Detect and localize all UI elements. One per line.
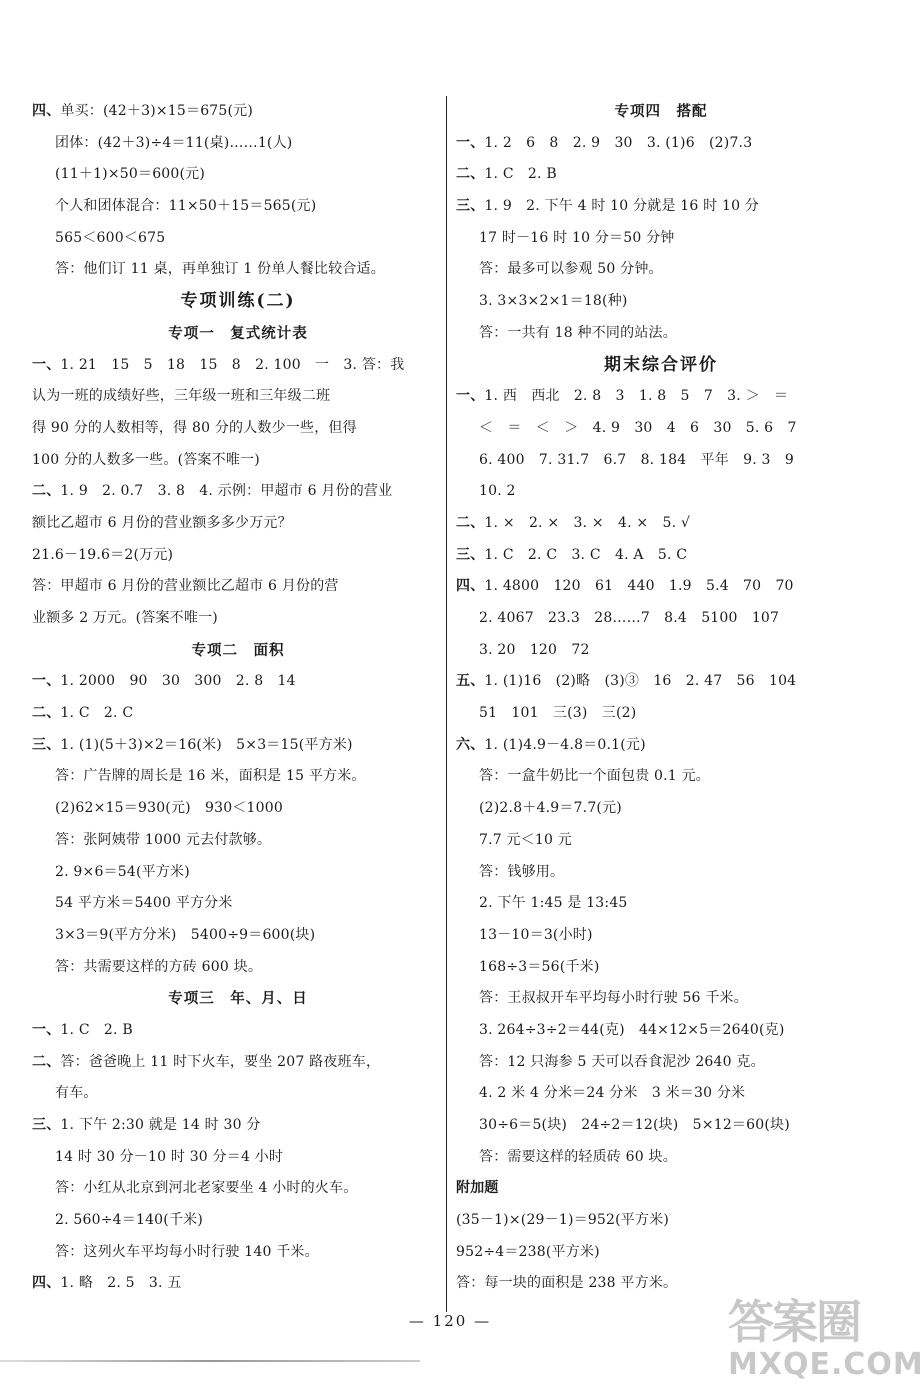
- line-text: 1. C 2. C: [60, 705, 134, 722]
- line-text: 答：每一块的面积是 238 平方米。: [456, 1275, 678, 1292]
- line-text: 3. 20 120 72: [479, 641, 590, 658]
- answer-line: [456, 286, 866, 318]
- line-text: 1. (1)16 (2)略 (3)③ 16 2. 47 56 104: [484, 673, 797, 690]
- answer-line: [32, 603, 444, 635]
- answer-line: [32, 445, 444, 477]
- line-text: 答：小红从北京到河北老家要坐 4 小时的火车。: [55, 1180, 358, 1197]
- answer-line: [32, 159, 444, 191]
- line-text: 答：一盒牛奶比一个面包贵 0.1 元。: [479, 768, 710, 785]
- line-text: 1. (1)4.9－4.8＝0.1(元): [484, 736, 646, 753]
- column-divider: [446, 96, 447, 1312]
- answer-line: [32, 698, 444, 730]
- line-text: 1. × 2. × 3. × 4. × 5. √: [484, 514, 691, 531]
- answer-line: [32, 1268, 444, 1300]
- question-marker: 一、: [456, 388, 485, 405]
- answer-line: [456, 983, 866, 1015]
- answer-line: [32, 825, 444, 857]
- answer-line: [456, 223, 866, 255]
- question-marker: 四、: [456, 578, 485, 595]
- line-text: 专项一 复式统计表: [168, 324, 308, 342]
- answer-line: [32, 96, 444, 128]
- answer-line: [32, 1047, 444, 1079]
- line-text: 1. C 2. B: [60, 1021, 133, 1038]
- line-text: 3×3＝9(平方分米) 5400÷9＝600(块): [55, 926, 316, 943]
- line-text: 专项三 年、月、日: [168, 990, 308, 1008]
- answer-line: [456, 476, 866, 508]
- answer-line: [456, 540, 866, 572]
- line-text: 1. 4800 120 61 440 1.9 5.4 70 70: [484, 578, 794, 595]
- scan-edge: [0, 1360, 420, 1362]
- line-text: 3. 3×3×2×1＝18(种): [479, 293, 628, 310]
- answer-line: [32, 191, 444, 223]
- line-text: 1. 9 2. 0.7 3. 8 4. 示例：甲超市 6 月份的营业: [60, 483, 393, 500]
- question-marker: 二、: [456, 166, 485, 183]
- line-text: 专项四 搭配: [614, 103, 708, 120]
- answer-line: [32, 1142, 444, 1174]
- answer-line: [456, 254, 866, 286]
- answer-line: [32, 571, 444, 603]
- answer-line: [32, 857, 444, 889]
- answer-line: [32, 413, 444, 445]
- answer-line: [456, 1173, 866, 1205]
- question-marker: 二、: [32, 705, 61, 722]
- answer-line: [456, 761, 866, 793]
- answer-line: [456, 635, 866, 667]
- line-text: 答：这列火车平均每小时行驶 140 千米。: [55, 1243, 319, 1260]
- line-text: 54 平方米＝5400 平方分米: [55, 895, 233, 912]
- line-text: 答：王叔叔开车平均每小时行驶 56 千米。: [479, 990, 748, 1007]
- answer-line: [32, 761, 444, 793]
- answer-line: [456, 508, 866, 540]
- line-text: 答：最多可以参观 50 分钟。: [479, 261, 663, 278]
- watermark-logo: [728, 1295, 924, 1390]
- answer-line: [32, 223, 444, 255]
- answer-line: [456, 381, 866, 413]
- line-text: 100 分的人数多一些。(答案不唯一): [32, 451, 260, 468]
- answer-line: [32, 666, 444, 698]
- answer-line: [32, 920, 444, 952]
- line-text: 团体：(42＋3)÷4＝11(桌)……1(人): [55, 134, 293, 151]
- watermark-en: MXQE.COM: [728, 1347, 924, 1382]
- answer-line: [456, 825, 866, 857]
- line-text: 个人和团体混合：11×50＋15＝565(元): [55, 198, 317, 215]
- line-text: (2)62×15＝930(元) 930＜1000: [55, 800, 283, 817]
- question-marker: 三、: [32, 736, 61, 753]
- answer-line: [456, 1142, 866, 1174]
- answer-line: [32, 128, 444, 160]
- line-text: 1. 西 西北 2. 8 3 1. 8 5 7 3. ＞ ＝: [484, 388, 789, 405]
- answer-line: [32, 888, 444, 920]
- line-text: 业额多 2 万元。(答案不唯一): [32, 610, 218, 626]
- line-text: 得 90 分的人数相等，得 80 分的人数少一些，但得: [32, 419, 357, 436]
- question-marker: 四、: [32, 1275, 61, 1292]
- answer-line: [456, 318, 866, 350]
- line-text: 专项二 面积: [191, 641, 285, 659]
- answer-line: [456, 1047, 866, 1079]
- question-marker: 五、: [456, 673, 485, 690]
- answer-line: [456, 857, 866, 889]
- line-text: 30÷6＝5(块) 24÷2＝12(块) 5×12＝60(块): [479, 1117, 790, 1133]
- answer-line: [32, 1078, 444, 1110]
- line-text: 认为一班的成绩好些，三年级一班和三年级二班: [32, 388, 331, 405]
- question-marker: 二、: [456, 514, 485, 531]
- line-text: 1. C 2. B: [484, 166, 557, 183]
- answer-line: [456, 730, 866, 762]
- question-marker: 六、: [456, 736, 485, 753]
- right-column: [456, 96, 866, 1300]
- answer-line: [456, 1237, 866, 1269]
- line-text: 2. 下午 1:45 是 13:45: [479, 895, 628, 912]
- line-text: 1. (1)(5＋3)×2＝16(米) 5×3＝15(平方米): [60, 736, 353, 753]
- line-text: 7.7 元＜10 元: [479, 831, 572, 848]
- left-column: [32, 96, 444, 1300]
- answer-line: [456, 571, 866, 603]
- section-heading: [456, 96, 866, 128]
- answer-line: [456, 920, 866, 952]
- line-text: 565＜600＜675: [55, 229, 166, 246]
- line-text: 1. 略 2. 5 3. 五: [60, 1275, 182, 1292]
- line-text: 1. 下午 2:30 就是 14 时 30 分: [60, 1117, 261, 1133]
- question-marker: 三、: [456, 198, 485, 215]
- answer-line: [456, 159, 866, 191]
- line-text: (35－1)×(29－1)＝952(平方米): [456, 1212, 670, 1229]
- question-marker: 二、: [32, 483, 61, 500]
- line-text: 13－10＝3(小时): [479, 926, 593, 943]
- line-text: 10. 2: [479, 483, 516, 500]
- answer-line: [32, 254, 444, 286]
- answer-line: [456, 666, 866, 698]
- line-text: 期末综合评价: [604, 354, 718, 375]
- answer-line: [32, 1205, 444, 1237]
- line-text: 单买：(42＋3)×15＝675(元): [60, 103, 254, 119]
- line-text: 答：他们订 11 桌，再单独订 1 份单人餐比较合适。: [55, 261, 385, 278]
- answer-line: [32, 381, 444, 413]
- line-text: (2)2.8＋4.9＝7.7(元): [479, 800, 622, 817]
- page-number: — 120 —: [408, 1312, 492, 1330]
- answer-line: [32, 1237, 444, 1269]
- line-text: 2. 4067 23.3 28……7 8.4 5100 107: [479, 610, 780, 626]
- line-text: 附加题: [456, 1180, 499, 1197]
- line-text: 1. C 2. C 3. C 4. A 5. C: [484, 546, 688, 563]
- line-text: (11＋1)×50＝600(元): [55, 166, 206, 183]
- answer-line: [456, 1110, 866, 1142]
- answer-line: [456, 445, 866, 477]
- line-text: 答：12 只海参 5 天可以吞食泥沙 2640 克。: [479, 1053, 765, 1070]
- line-text: 答：张阿姨带 1000 元去付款够。: [55, 831, 272, 848]
- line-text: 专项训练(二): [180, 291, 296, 312]
- question-marker: 四、: [32, 103, 61, 119]
- answer-line: [32, 1110, 444, 1142]
- answer-line: [32, 476, 444, 508]
- line-text: 1. 9 2. 下午 4 时 10 分就是 16 时 10 分: [484, 198, 760, 215]
- answer-line: [32, 540, 444, 572]
- answer-line: [456, 793, 866, 825]
- line-text: 1. 21 15 5 18 15 8 2. 100 一 3. 答：我: [60, 356, 405, 373]
- line-text: 2. 9×6＝54(平方米): [55, 863, 190, 880]
- question-marker: 一、: [456, 134, 485, 151]
- answer-line: [456, 413, 866, 445]
- answer-line: [456, 128, 866, 160]
- line-text: 答：爸爸晚上 11 时下火车，要坐 207 路夜班车，: [60, 1053, 381, 1070]
- answer-line: [32, 1015, 444, 1047]
- line-text: 答：一共有 18 种不同的站法。: [479, 324, 677, 341]
- answer-line: [456, 603, 866, 635]
- answer-line: [32, 952, 444, 984]
- line-text: 答：甲超市 6 月份的营业额比乙超市 6 月份的营: [32, 578, 339, 595]
- answer-line: [32, 1173, 444, 1205]
- answer-line: [32, 350, 444, 382]
- section-heading: [32, 286, 444, 318]
- line-text: 3. 264÷3÷2＝44(克) 44×12×5＝2640(克): [479, 1021, 785, 1038]
- watermark-cn: 答案圈: [728, 1295, 860, 1349]
- question-marker: 一、: [32, 673, 61, 690]
- section-heading: [32, 635, 444, 667]
- line-text: 51 101 三(3) 三(2): [479, 705, 637, 722]
- question-marker: 三、: [32, 1117, 61, 1133]
- line-text: 4. 2 米 4 分米＝24 分米 3 米＝30 分米: [479, 1085, 746, 1102]
- answer-line: [456, 888, 866, 920]
- question-marker: 一、: [32, 356, 61, 373]
- question-marker: 二、: [32, 1053, 61, 1070]
- line-text: 6. 400 7. 31.7 6.7 8. 184 平年 9. 3 9: [479, 451, 794, 468]
- answer-line: [456, 698, 866, 730]
- line-text: 答：广告牌的周长是 16 米，面积是 15 平方米。: [55, 768, 366, 785]
- line-text: 952÷4＝238(平方米): [456, 1243, 600, 1260]
- line-text: 有车。: [55, 1085, 98, 1102]
- line-text: 168÷3＝56(千米): [479, 958, 600, 975]
- section-heading: [456, 350, 866, 382]
- line-text: 答：钱够用。: [479, 863, 565, 880]
- answer-line: [456, 1205, 866, 1237]
- line-text: 17 时－16 时 10 分＝50 分钟: [479, 229, 675, 246]
- line-text: 额比乙超市 6 月份的营业额多多少万元？: [32, 514, 292, 531]
- answer-line: [456, 1078, 866, 1110]
- question-marker: 三、: [456, 546, 485, 563]
- line-text: 答：共需要这样的方砖 600 块。: [55, 958, 263, 975]
- answer-line: [32, 508, 444, 540]
- section-heading: [32, 983, 444, 1015]
- question-marker: 一、: [32, 1021, 61, 1038]
- answer-line: [32, 793, 444, 825]
- line-text: ＜ ＝ ＜ ＞ 4. 9 30 4 6 30 5. 6 7: [479, 419, 797, 436]
- section-heading: [32, 318, 444, 350]
- line-text: 14 时 30 分－10 时 30 分＝4 小时: [55, 1148, 284, 1165]
- answer-line: [32, 730, 444, 762]
- line-text: 1. 2 6 8 2. 9 30 3. (1)6 (2)7.3: [484, 134, 753, 151]
- line-text: 2. 560÷4＝140(千米): [55, 1212, 204, 1229]
- answer-line: [456, 952, 866, 984]
- line-text: 答：需要这样的轻质砖 60 块。: [479, 1148, 677, 1165]
- line-text: 21.6－19.6＝2(万元): [32, 546, 174, 563]
- line-text: 1. 2000 90 30 300 2. 8 14: [60, 673, 296, 690]
- answer-line: [456, 191, 866, 223]
- answer-line: [456, 1015, 866, 1047]
